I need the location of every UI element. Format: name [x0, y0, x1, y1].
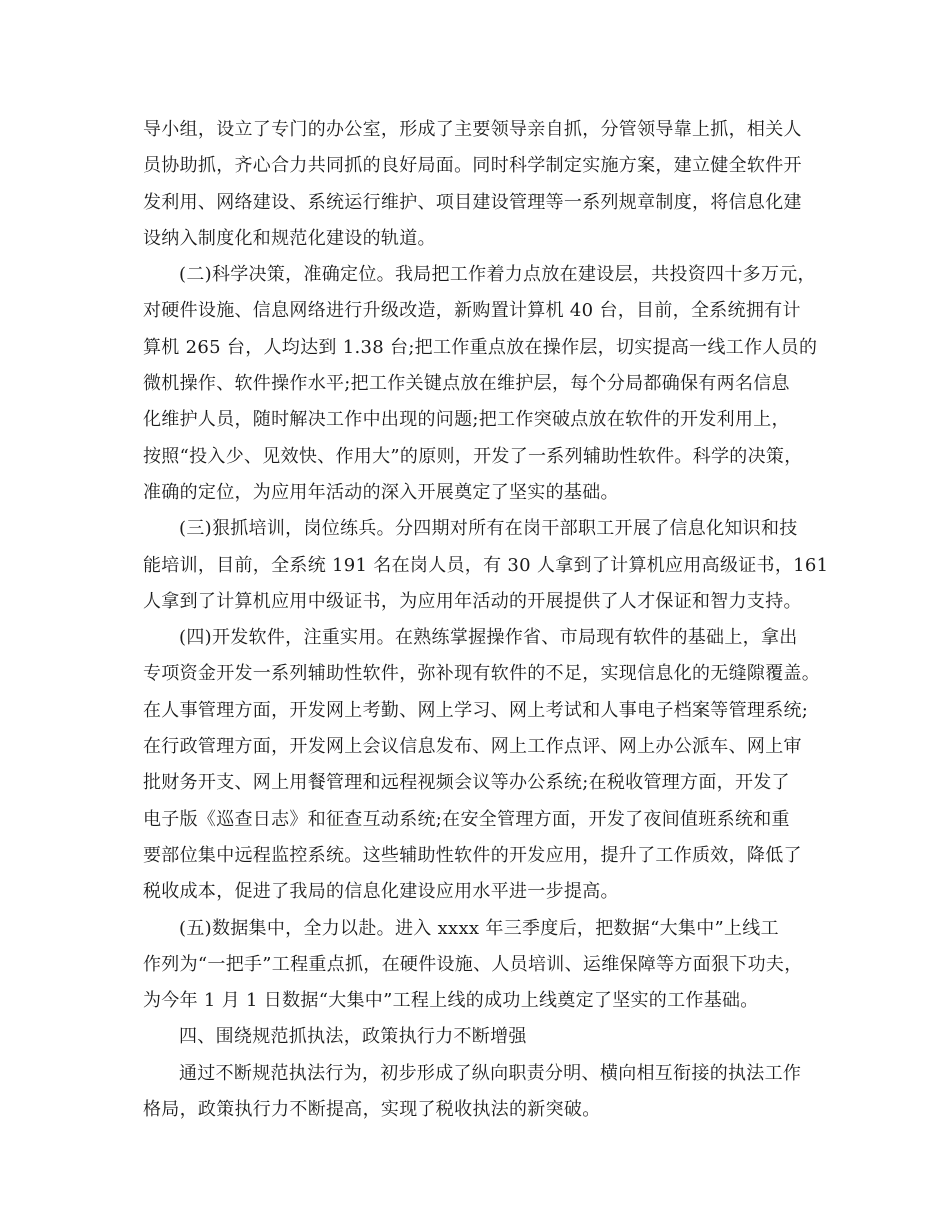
text-line: 微机操作、软件操作水平;把工作关键点放在维护层，每个分局都确保有两名信息 — [143, 373, 790, 395]
text-line: 电子版《巡查日志》和征查互动系统;在安全管理方面，开发了夜间值班系统和重 — [143, 808, 790, 830]
text-line: 对硬件设施、信息网络进行升级改造，新购置计算机 40 台，目前，全系统拥有计 — [143, 300, 801, 322]
section-heading: 四、围绕规范抓执法，政策执行力不断增强 — [179, 1026, 527, 1048]
text-line: 要部位集中远程监控系统。这些辅助性软件的开发应用，提升了工作质效，降低了 — [143, 844, 802, 866]
text-line: 设纳入制度化和规范化建设的轨道。 — [143, 227, 436, 249]
text-line: 为今年 1 月 1 日数据“大集中”工程上线的成功上线奠定了坚实的工作基础。 — [143, 990, 759, 1012]
text-line: 员协助抓，齐心合力共同抓的良好局面。同时科学制定实施方案，建立健全软件开 — [143, 155, 802, 177]
paragraph-heading-line: 通过不断规范执法行为，初步形成了纵向职责分明、横向相互衔接的执法工作 — [179, 1062, 802, 1084]
paragraph-heading-line: (五)数据集中，全力以赴。进入 xxxx 年三季度后，把数据“大集中”上线工 — [179, 917, 779, 939]
text-line: 准确的定位，为应用年活动的深入开展奠定了坚实的基础。 — [143, 481, 619, 503]
text-line: 能培训，目前，全系统 191 名在岗人员，有 30 人拿到了计算机应用高级证书，161 — [143, 554, 829, 576]
paragraph-heading-line: (二)科学决策，准确定位。我局把工作着力点放在建设层，共投资四十多万元， — [179, 264, 816, 286]
text-line: 算机 265 台，人均达到 1.38 台;把工作重点放在操作层，切实提高一线工作人员的 — [143, 336, 818, 358]
text-line: 专项资金开发一系列辅助性软件，弥补现有软件的不足，实现信息化的无缝隙覆盖。 — [143, 663, 821, 685]
text-line: 作列为“一把手”工程重点抓，在硬件设施、人员培训、运维保障等方面狠下功夫， — [143, 953, 803, 975]
text-line: 人拿到了计算机应用中级证书，为应用年活动的开展提供了人才保证和智力支持。 — [143, 590, 802, 612]
text-line: 按照“投入少、见效快、作用大”的原则，开发了一系列辅助性软件。科学的决策， — [143, 445, 803, 467]
text-line: 在行政管理方面，开发网上会议信息发布、网上工作点评、网上办公派车、网上审 — [143, 736, 802, 758]
text-line: 格局，政策执行力不断提高，实现了税收执法的新突破。 — [143, 1099, 601, 1121]
text-line: 化维护人员，随时解决工作中出现的问题;把工作突破点放在软件的开发利用上， — [143, 409, 790, 431]
text-line: 导小组，设立了专门的办公室，形成了主要领导亲自抓，分管领导靠上抓，相关人 — [143, 119, 802, 140]
paragraph-heading-line: (三)狠抓培训，岗位练兵。分四期对所有在岗干部职工开展了信息化知识和技 — [179, 518, 798, 540]
paragraph-heading-line: (四)开发软件，注重实用。在熟练掌握操作省、市局现有软件的基础上，拿出 — [179, 627, 798, 649]
text-line: 发利用、网络建设、系统运行维护、项目建设管理等一系列规章制度，将信息化建 — [143, 191, 802, 213]
document-body — [143, 112, 829, 1128]
text-line: 税收成本，促进了我局的信息化建设应用水平进一步提高。 — [143, 881, 619, 903]
text-line: 在人事管理方面，开发网上考勤、网上学习、网上考试和人事电子档案等管理系统; — [143, 699, 809, 721]
text-line: 批财务开支、网上用餐管理和远程视频会议等办公系统;在税收管理方面，开发了 — [143, 772, 790, 794]
